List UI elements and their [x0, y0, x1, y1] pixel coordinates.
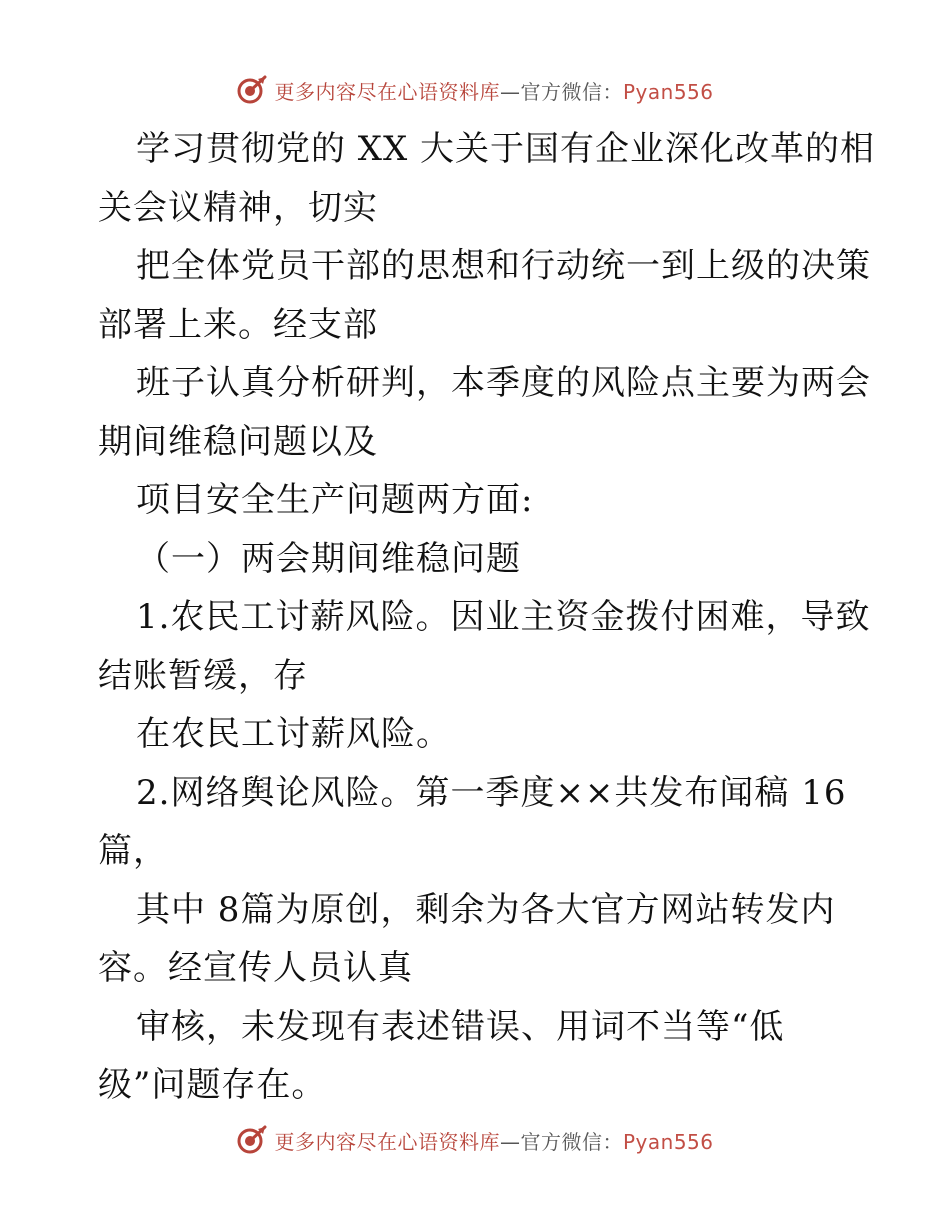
text-line: 级”问题存在。 — [98, 1065, 327, 1105]
text-line: 项目安全生产问题两方面: — [136, 480, 534, 520]
text-line: 2.网络舆论风险。第一季度××共发布闻稿 16 — [136, 772, 847, 813]
banner-separator: — — [499, 1129, 521, 1154]
banner-official-label: 官方微信： — [520, 1129, 623, 1154]
header-watermark-banner — [0, 72, 950, 108]
banner-text — [274, 76, 713, 105]
text-line: 把全体党员干部的思想和行动统一到上级的决策 — [136, 246, 871, 286]
text-line: 容。经宣传人员认真 — [98, 948, 413, 988]
banner-official-label: 官方微信： — [520, 79, 623, 104]
banner-separator: — — [499, 79, 521, 104]
banner-main-text: 更多内容尽在心语资料库 — [274, 79, 500, 104]
banner-wechat-id: Pyan556 — [622, 1129, 714, 1154]
document-body — [98, 120, 876, 1115]
text-line: 班子认真分析研判，本季度的风险点主要为两会 — [136, 363, 871, 403]
text-line: 篇， — [98, 831, 168, 871]
banner-wechat-id: Pyan556 — [622, 79, 714, 104]
text-line: 学习贯彻党的 XX 大关于国有企业深化改革的相 — [136, 129, 876, 169]
text-line: 关会议精神，切实 — [98, 187, 378, 228]
banner-main-text: 更多内容尽在心语资料库 — [274, 1129, 500, 1154]
footer-watermark-banner — [0, 1122, 950, 1158]
text-line: 部署上来。经支部 — [98, 304, 378, 345]
quill-seal-icon — [236, 74, 268, 106]
text-line: 结账暂缓，存 — [98, 655, 308, 696]
quill-seal-icon — [236, 1124, 268, 1156]
text-line: 审核，未发现有表述错误、用词不当等“低 — [136, 1006, 785, 1047]
text-line: 其中 8篇为原创，剩余为各大官方网站转发内 — [136, 889, 836, 930]
text-line: 1.农民工讨薪风险。因业主资金拨付困难，导致 — [136, 597, 871, 637]
text-line: 在农民工讨薪风险。 — [136, 714, 451, 754]
text-line: 期间维稳问题以及 — [98, 421, 378, 462]
text-line: （一）两会期间维稳问题 — [136, 538, 521, 579]
banner-text — [274, 1126, 713, 1155]
